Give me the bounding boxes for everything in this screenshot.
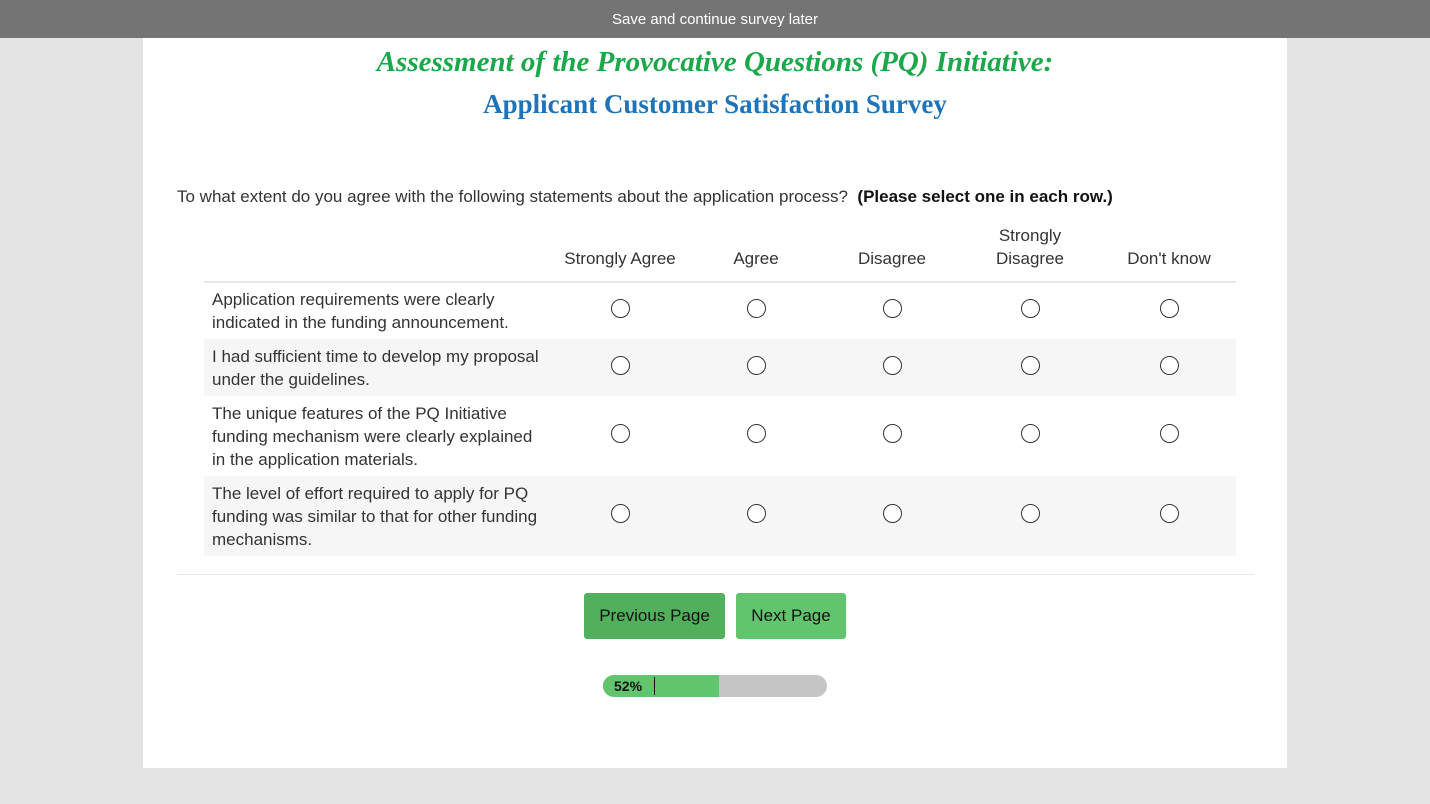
divider <box>177 574 1254 575</box>
survey-subtitle: Applicant Customer Satisfaction Survey <box>483 89 947 119</box>
radio-dont-know[interactable] <box>1160 504 1179 523</box>
question-prompt: To what extent do you agree with the following statements about the application process? <box>177 187 848 206</box>
radio-dont-know[interactable] <box>1160 299 1179 318</box>
radio-agree[interactable] <box>747 504 766 523</box>
save-continue-later-link[interactable]: Save and continue survey later <box>0 0 1430 38</box>
column-header: Strongly Agree <box>564 249 676 268</box>
radio-agree[interactable] <box>747 424 766 443</box>
radio-agree[interactable] <box>747 299 766 318</box>
question-instruction: (Please select one in each row.) <box>857 187 1113 206</box>
column-header: Disagree <box>857 249 927 268</box>
next-page-button[interactable]: Next Page <box>736 593 846 639</box>
radio-strongly-agree[interactable] <box>611 424 630 443</box>
statement-text: The level of effort required to apply for PQ funding was similar to that for other funding mechanisms. <box>204 476 554 556</box>
radio-strongly-agree[interactable] <box>611 299 630 318</box>
previous-page-button[interactable]: Previous Page <box>584 593 725 639</box>
statement-text: The unique features of the PQ Initiative funding mechanism were clearly explained in the application materials. <box>212 403 533 469</box>
matrix-header-row <box>204 224 1236 282</box>
matrix-corner <box>204 224 554 282</box>
matrix-row <box>204 282 1236 339</box>
radio-dont-know[interactable] <box>1160 424 1179 443</box>
radio-strongly-disagree[interactable] <box>1021 504 1040 523</box>
radio-disagree[interactable] <box>883 504 902 523</box>
progress-label: 52% <box>614 678 643 694</box>
survey-title: Assessment of the Provocative Questions (PQ) Initiative: <box>376 46 1054 78</box>
radio-dont-know[interactable] <box>1160 356 1179 375</box>
question-text <box>177 187 1113 207</box>
matrix-row <box>204 476 1236 556</box>
column-header: Strongly Disagree <box>995 226 1065 268</box>
radio-disagree[interactable] <box>883 356 902 375</box>
progress-separator <box>654 677 655 695</box>
likert-matrix <box>204 224 1236 556</box>
radio-strongly-disagree[interactable] <box>1021 424 1040 443</box>
radio-disagree[interactable] <box>883 424 902 443</box>
radio-disagree[interactable] <box>883 299 902 318</box>
survey-panel <box>143 38 1287 768</box>
column-header: Agree <box>733 249 779 268</box>
matrix-row <box>204 339 1236 396</box>
radio-strongly-disagree[interactable] <box>1021 356 1040 375</box>
statement-text: Application requirements were clearly indicated in the funding announcement. <box>212 290 509 332</box>
statement-text: I had sufficient time to develop my proposal under the guidelines. <box>204 339 554 396</box>
radio-agree[interactable] <box>747 356 766 375</box>
radio-strongly-disagree[interactable] <box>1021 299 1040 318</box>
progress-bar <box>603 675 827 697</box>
matrix-row <box>204 396 1236 476</box>
column-header: Don't know <box>1127 249 1211 268</box>
radio-strongly-agree[interactable] <box>611 356 630 375</box>
radio-strongly-agree[interactable] <box>611 504 630 523</box>
